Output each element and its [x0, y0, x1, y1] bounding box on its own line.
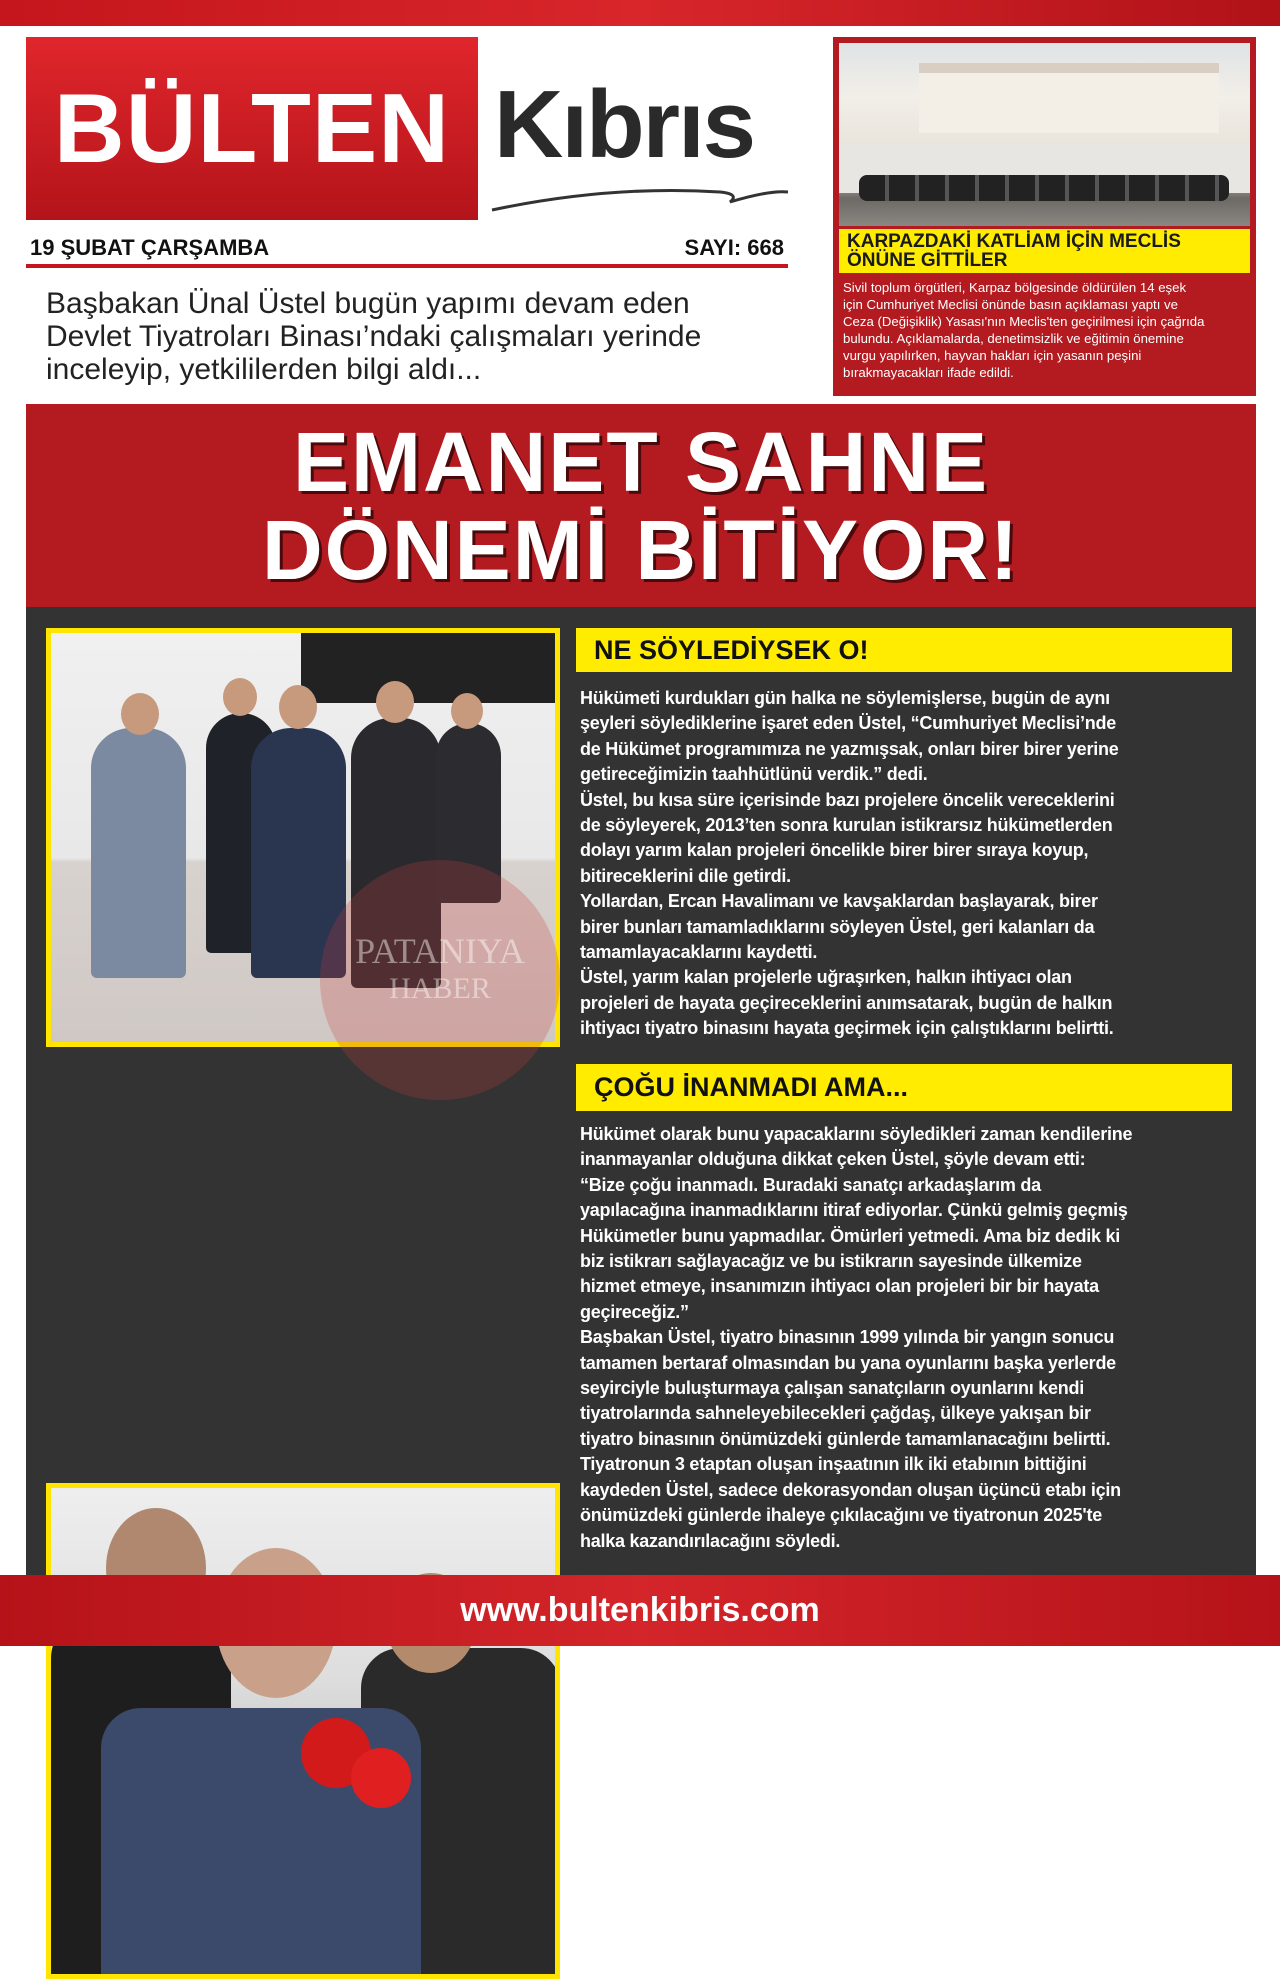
watermark: [320, 860, 560, 1100]
headline-line-2: DÖNEMİ BİTİYOR!: [262, 502, 1020, 597]
lead-text: Başbakan Ünal Üstel bugün yapımı devam eden Devlet Tiyatroları Binası’ndaki çalışmaları yerinde inceleyip, yetkililerden bilgi aldı...: [46, 287, 702, 386]
side-story-photo: [839, 43, 1250, 226]
side-story-headline: KARPAZDAKİ KATLİAM İÇİN MECLİS ÖNÜNE GİTTİLER: [839, 229, 1250, 273]
section-body-1: Hükümeti kurdukları gün halka ne söylemişlerse, bugün de aynı şeyleri söylediklerine işaret eden Üstel, “Cumhuriyet Meclisi’nde de Hükümet programımıza ne yazmışsak, onları birer birer yerine getireceğimizin taahhütlünü verdik.” dedi. Üstel, bu kısa süre içerisinde bazı projelere öncelik vereceklerini de söyleyerek, 2013’ten sonra kurulan istikrarsız hükümetlerden dolayı yarım kalan projeleri öncelikle birer birer sıraya koyup, bitireceklerini dile getirdi. Yollardan, Ercan Havalimanı ve kavşaklardan başlayarak, birer birer bunları tamamladıklarını söyleyen Üstel, geri kalanları da tamamlayacaklarını kaydetti. Üstel, yarım kalan projelerle uğraşırken, halkın ihtiyacı olan projeleri de hayata geçireceklerini anımsatarak, bugün de halkın ihtiyacı tiyatro binasını hayata geçirmek için çalıştıklarını belirtti.: [580, 688, 1119, 1039]
logo-bulten-text: BÜLTEN: [53, 73, 451, 183]
top-strip: [0, 0, 1280, 26]
dateline: [26, 232, 788, 268]
watermark-line-1: PATANIYA: [355, 931, 525, 971]
logo-swoosh-icon: [490, 180, 790, 220]
side-story-body: Sivil toplum örgütleri, Karpaz bölgesinde öldürülen 14 eşek için Cumhuriyet Meclisi önünde basın açıklaması yaptı ve Ceza (Değişiklik) Yasası'nın Meclis'ten geçirilmesi için çağrıda bulundu. Açıklamalarda, denetimsizlik ve eğitimin önemine vurgu yapılırken, hayvan hakları için yasanın peşini bırakmayacakları ifade edildi.: [843, 280, 1205, 380]
section-title-2: ÇOĞU İNANMADI AMA...: [576, 1064, 1232, 1111]
section-body-2: Hükümet olarak bunu yapacaklarını söyledikleri zaman kendilerine inanmayanlar olduğuna dikkat çeken Üstel, şöyle devam etti: “Bize çoğu inanmadı. Buradaki sanatçı arkadaşlarım da yapılacağına inanmadıklarını itiraf ediyorlar. Çünkü gelmiş geçmiş Hükümetler bunu yapmadılar. Ömürleri yetmedi. Ama biz dedik ki biz istikrarı sağlayacağız ve bu istikrarın sayesinde ülkemize hizmet etmeye, insanımızın ihtiyacı olan projeleri bir bir hayata geçireceğiz.” Başbakan Üstel, tiyatro binasının 1999 yılında bir yangın sonucu tamamen bertaraf olmasından bu yana oyunlarını başka yerlerde seyirciyle buluşturmaya çalışan sanatçıların oyunlarını kendi tiyatrolarında sahneleyebilecekleri çağdaş, ülkeye yakışan bir tiyatro binasının önümüzdeki günlerde tamamlanacağını belirtti. Tiyatronun 3 etaptan oluşan inşaatının ilk iki etabının bittiğini kaydeden Üstel, sadece dekorasyondan oluşan üçüncü etabı için önümüzdeki günlerde ihaleye çıkılacağını ve tiyatronun 2025'te halka kazandırılacağını söyledi.: [580, 1124, 1133, 1551]
logo-bulten: [26, 37, 478, 220]
photo-press-statement: [46, 1483, 560, 1979]
issue-number: SAYI: 668: [684, 235, 784, 260]
watermark-line-2: HABER: [389, 972, 491, 1005]
main-headline: [26, 404, 1256, 607]
issue-date: 19 ŞUBAT ÇARŞAMBA: [30, 235, 270, 260]
logo-kibris: Kıbrıs: [494, 71, 755, 178]
side-story: [833, 37, 1256, 396]
section-title-1: NE SÖYLEDİYSEK O!: [576, 628, 1232, 672]
website-link[interactable]: www.bultenkibris.com: [460, 1591, 820, 1629]
headline-line-1: EMANET SAHNE: [292, 414, 990, 509]
footer: [0, 1575, 1280, 1646]
